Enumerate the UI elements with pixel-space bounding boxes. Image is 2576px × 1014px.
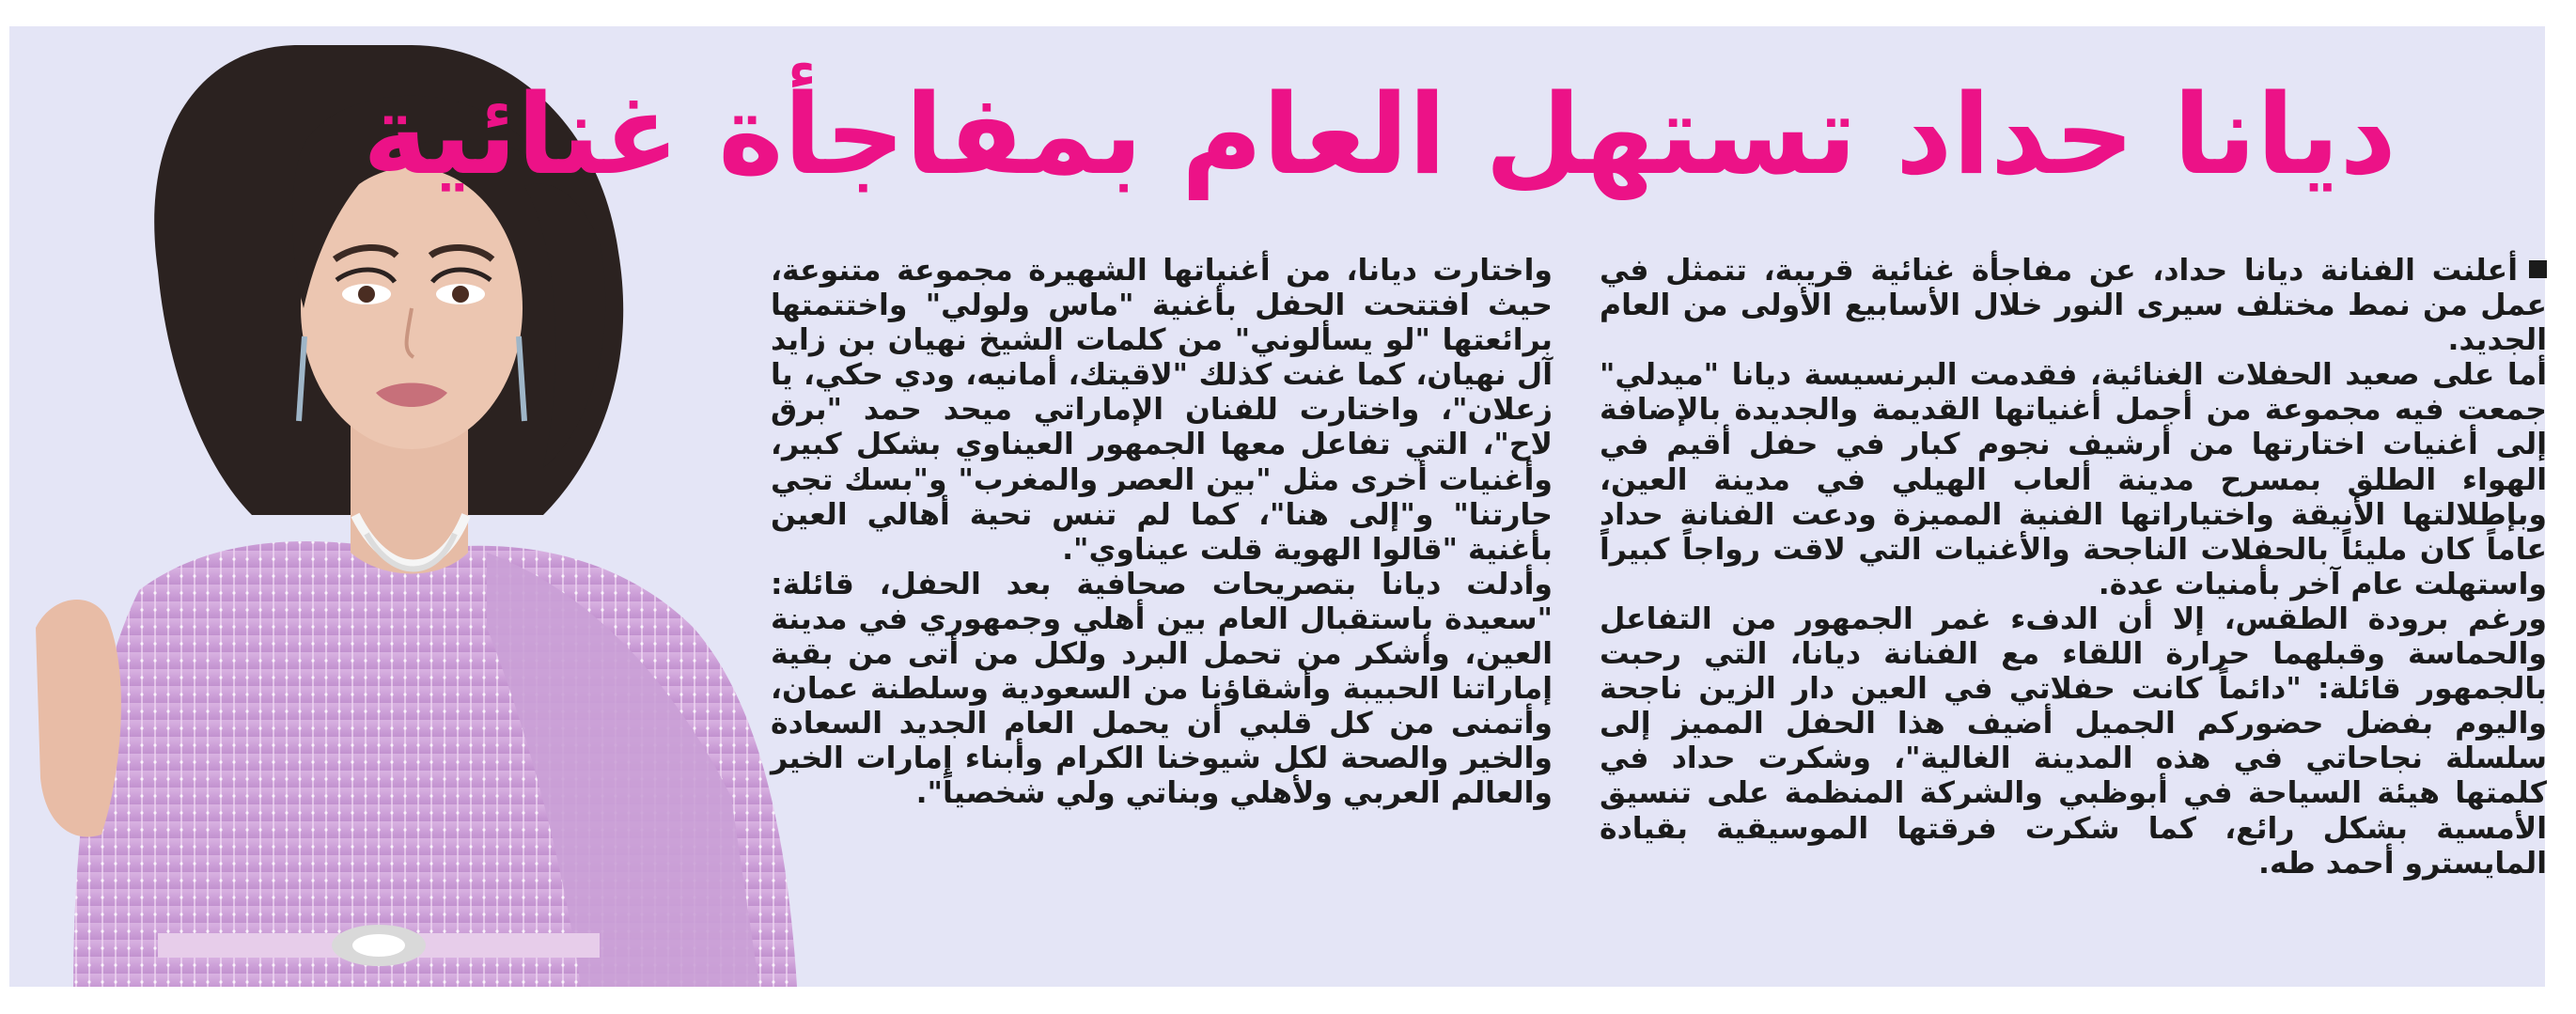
article-paragraph: ورغم برودة الطقس، إلا أن الدفء غمر الجمهور من التفاعل والحماسة وقبلهما حرارة اللقاء مع الفنانة ديانا، التي رحبت بالجمهور قائلة: "دائماً كانت حفلاتي في العين دار الزين ناجحة واليوم بفضل حضوركم الجميل أضيف هذا الحفل المميز إلى سلسلة نجاحاتي في هذه المدينة الغالية"، وشكرت حداد في كلمتها هيئة السياحة في أبوظبي والشركة المنظمة على تنسيق الأمسية بشكل رائع، كما شكرت فرقتها الموسيقية بقيادة المايسترو أحمد طه.	[1600, 601, 2547, 881]
article-column-left	[771, 254, 1553, 812]
article-paragraph: وأدلت ديانا بتصريحات صحافية بعد الحفل، قائلة: "سعيدة باستقبال العام بين أهلي وجمهوري في مدينة العين، وأشكر من تحمل البرد ولكل من أتى من بقية إماراتنا الحبيبة وأشقاؤنا من السعودية وسلطنة عمان، وأتمنى من كل قلبي أن يحمل العام الجديد السعادة والخير والصحة لكل شيوخنا الكرام وأبناء إمارات الخير والعالم العربي ولأهلي وبناتي ولي شخصياً".	[771, 567, 1553, 811]
article-paragraph: واختارت ديانا، من أغنياتها الشهيرة مجموعة متنوعة، حيث افتتحت الحفل بأغنية "ماس ولولي" واختتمتها برائعتها "لو يسألوني" من كلمات الشيخ نهيان بن زايد آل نهيان، كما غنت كذلك "لاقيتك، أمانيه، ودي حكي، يا زعلان"، واختارت للفنان الإماراتي ميحد حمد "برق لاح"، التي تفاعل معها الجمهور العيناوي بشكل كبير، وأغنيات أخرى مثل "بين العصر والمغرب" و"بسك تجي حارتنا" و"إلى هنا"، كما لم تنس تحية أهالي العين بأغنية "قالوا الهوية قلت عيناوي".	[771, 254, 1553, 567]
article-paragraph: أما على صعيد الحفلات الغنائية، فقدمت البرنسيسة ديانا "ميدلي" جمعت فيه مجموعة من أجمل أغنياتها القديمة والجديدة بالإضافة إلى أغنيات اختارتها من أرشيف نجوم كبار في حفل أقيم في الهواء الطلق بمسرح مدينة ألعاب الهيلي في مدينة العين، وبإطلالتها الأنيقة واختياراتها الفنية المميزة ودعت الفنانة حداد عاماً كان مليئاً بالحفلات الناجحة والأغنيات التي لاقت رواجاً كبيراً واستهلت عام آخر بأمنيات عدة.	[1600, 358, 2547, 601]
article-column-right	[1600, 254, 2547, 881]
article-paragraph: أعلنت الفنانة ديانا حداد، عن مفاجأة غنائية قريبة، تتمثل في عمل من نمط مختلف سيرى النور خلال الأسابيع الأولى من العام الجديد.	[1600, 254, 2547, 358]
article-headline: ديانا حداد تستهل العام بمفاجأة غنائية	[362, 70, 2396, 199]
